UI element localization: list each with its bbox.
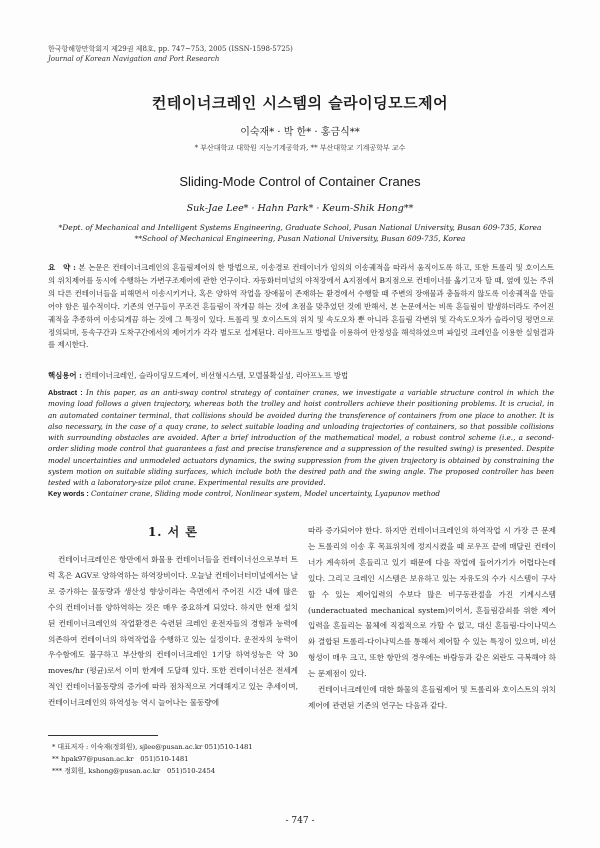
abstract-ko-label: 요 약 : <box>48 263 76 272</box>
section-heading: 1. 서 론 <box>147 525 199 539</box>
intro-paragraph-1-cont: 따라 증가되어야 한다. 하지만 컨테이너크레인의 하역작업 시 가장 큰 문제는 트롤리의 이송 후 목표위치에 정지시켰을 때 로우프 끝에 매달린 컨테이너가 계속하여 흔들리고 있기 때문에 다음 작업에 들어가기가 어렵다는데 있다. 그리고 크레인 시스템은 보유하고 있는 자유도의 수가 시스템이 구사할 수 있는 제어입력의 수보다 많은 비구동관절을 가진 기계시스템(underactuated mechanical system)이어서, 흔들림감쇠를 위한 제어입력을 흔들리는 물체에 직접적으로 가할 수 없고, 대신 흔들림-다이나믹스와 결합된 트롤리-다이나믹스를 통해서 제어할 수 있는 특징이 있으며, 비선형성이 매우 크고, 또한 항만의 경우에는 바람등과 같은 외란도 극복해야 하는 문제점이 있다. <box>308 526 556 679</box>
abstract-ko-text: 본 논문은 컨테이너크레인의 흔들림제어의 한 방법으로, 이송경로 컨테이너가 임의의 이송궤적을 따라서 움직이도록 하고, 또한 트롤리 및 호이스트의 위치제어를 동시에 수행하는 가변구조제어에 관한 연구이다. 자동화터미널의 야적장에서 A지점에서 B지점으로 컨테이너를 옮기고자 할 때, 옆에 있는 주위의 다른 컨테이너들을 피해면서 이송시키거나, 혹은 양하역 작업을 장애물이 존재하는 환경에서 수행할 때 주변의 장애물과 충돌하지 않도록 이송궤적을 만들어야 함은 필수적이다. 기존의 연구들이 무조건 흔들림이 작게끔 하는 것에 초점을 맞추었던 것에 반해서, 본 논문에서는 비록 흔들림이 발생하더라도 주어진 궤적을 추종하여 이송되게끔 하는 것에 그 특징이 있다. 트롤리 및 호이스트의 위치 및 속도오차 뿐 아니라 흔들림 각변위 및 각속도오차가 슬라이딩 평면으로 정의되며, 동속구간과 도착구간에서의 제어기가 각각 별도로 설계된다. 리아프노프 방법을 이용하여 안정성을 해석하였으며 파일럿 크레인을 이용한 실험결과를 제시한다. <box>48 263 554 350</box>
keywords-en-text: Container crane, Sliding mode control, Nonlinear system, Model uncertainty, Lyapunov method <box>91 489 440 498</box>
affiliation-en-line-2: **School of Mechanical Engineering, Pusan National University, Busan 609-735, Korea <box>134 234 466 243</box>
keywords-en <box>48 489 554 498</box>
journal-info-ko: 한국항해항만학회지 제29권 제8호, pp. 747~753, 2005 (ISSN-1598-5725) <box>48 45 293 53</box>
paper-title-en: Sliding-Mode Control of Container Cranes <box>179 174 421 189</box>
keywords-ko <box>48 370 554 381</box>
body-column-right <box>308 523 556 714</box>
body-column-left <box>48 523 298 711</box>
paper-title-ko: 컨테이너크레인 시스템의 슬라이딩모드제어 <box>151 94 449 112</box>
footnote-1: * 대표저자 : 이숙재(정회원), sjlee@pusan.ac.kr 051)510-1481 <box>52 743 253 751</box>
authors-en: Suk-Jae Lee* · Hahn Park* · Keum-Shik Hong** <box>186 203 414 214</box>
keywords-en-label: Key words : <box>48 489 89 498</box>
affiliation-ko: * 부산대학교 대학원 지능기계공학과, ** 부산대학교 기계공학부 교수 <box>194 144 406 152</box>
journal-header <box>48 44 293 64</box>
abstract-en <box>48 387 554 489</box>
abstract-en-label: Abstract : <box>48 388 83 397</box>
footnote-2: ** hpak97@pusan.ac.kr 051)510-1481 <box>52 755 189 763</box>
abstract-ko <box>48 262 554 352</box>
footnotes <box>52 741 253 777</box>
abstract-en-text: In this paper, as an anti-sway control strategy of container cranes, we investigate a variable structure control in which the moving load follows a given trajectory, whereas both the trolley and hoist controllers achieve their positioning problems. It is crucial, in an automated container terminal, that collisions should be avoided during the transference of containers from one place to another. It is also necessary, in the case of a quay crane, to select suitable loading and unloading trajectories of containers, so that possible collisions with surrounding obstacles are avoided. After a brief introduction of the mathematical model, a robust control scheme (i.e., a second-order sliding mode control that guarantees a fast and precise transference and a suppression of the resulted swing) is presented. Despite model uncertainties and unmodeled actuators dynamics, the swing suppression from the given trajectory is obtained by constraining the system motion on suitable sliding surfaces, which include both the desired path and the swing angle. The proposed controller has been tested with a laboratory-size pilot crane. Experimental results are provided. <box>48 388 554 488</box>
footnote-divider <box>48 735 158 736</box>
affiliation-en-line-1: *Dept. of Mechanical and Intelligent Systems Engineering, Graduate School, Pusan National University, Busan 609-735, Korea <box>58 223 542 232</box>
journal-name-en: Journal of Korean Navigation and Port Research <box>48 55 220 63</box>
page-number: - 747 - <box>285 816 315 826</box>
keywords-ko-text: 컨테이너크레인, 슬라이딩모드제어, 비선형시스템, 모델불확실성, 리아프노프 방법 <box>84 371 349 380</box>
authors-ko: 이숙재* · 박 한* · 홍금식** <box>240 127 360 138</box>
intro-paragraph-2: 컨테이너크레인에 대한 화물의 흔들림제어 및 트롤리와 호이스트의 위치제어에 관련된 기존의 연구는 다음과 같다. <box>308 685 556 710</box>
affiliation-en <box>0 222 600 244</box>
footnote-3: *** 정회원, kshong@pusan.ac.kr 051)510-2454 <box>52 767 216 775</box>
intro-paragraph-1: 컨테이너크레인은 항만에서 화물용 컨테이너들을 컨테이너선으로부터 트럭 혹은 AGV로 양하역하는 하역장비이다. 오늘날 컨테이너터미널에서는 날로 증가하는 물동량과 생산성 향상이라는 측면에서 주어진 시간 내에 많은 수의 컨테이너를 양하역하는 것은 매우 중요하게 되었다. 하지만 현재 설치된 컨테이너크레인의 작업환경은 숙련된 크레인 운전자들의 경험과 능력에 의존하여 컨테이너의 하역작업을 수행하고 있는 실정이다. 운전자의 능력이 우수함에도 불구하고 부산항의 컨테이너크레인 1기당 하역성능은 약 30 moves/hr (평균)로서 이미 한계에 도달해 있다. 또한 컨테이너선은 전세계적인 컨테이너물동량의 증가에 따라 점차적으로 거대해지고 있는 추세이며, 컨테이너크레인의 하역성능 역시 늘어나는 물동량에 <box>48 555 298 708</box>
keywords-ko-label: 핵심용어 : <box>48 371 82 380</box>
